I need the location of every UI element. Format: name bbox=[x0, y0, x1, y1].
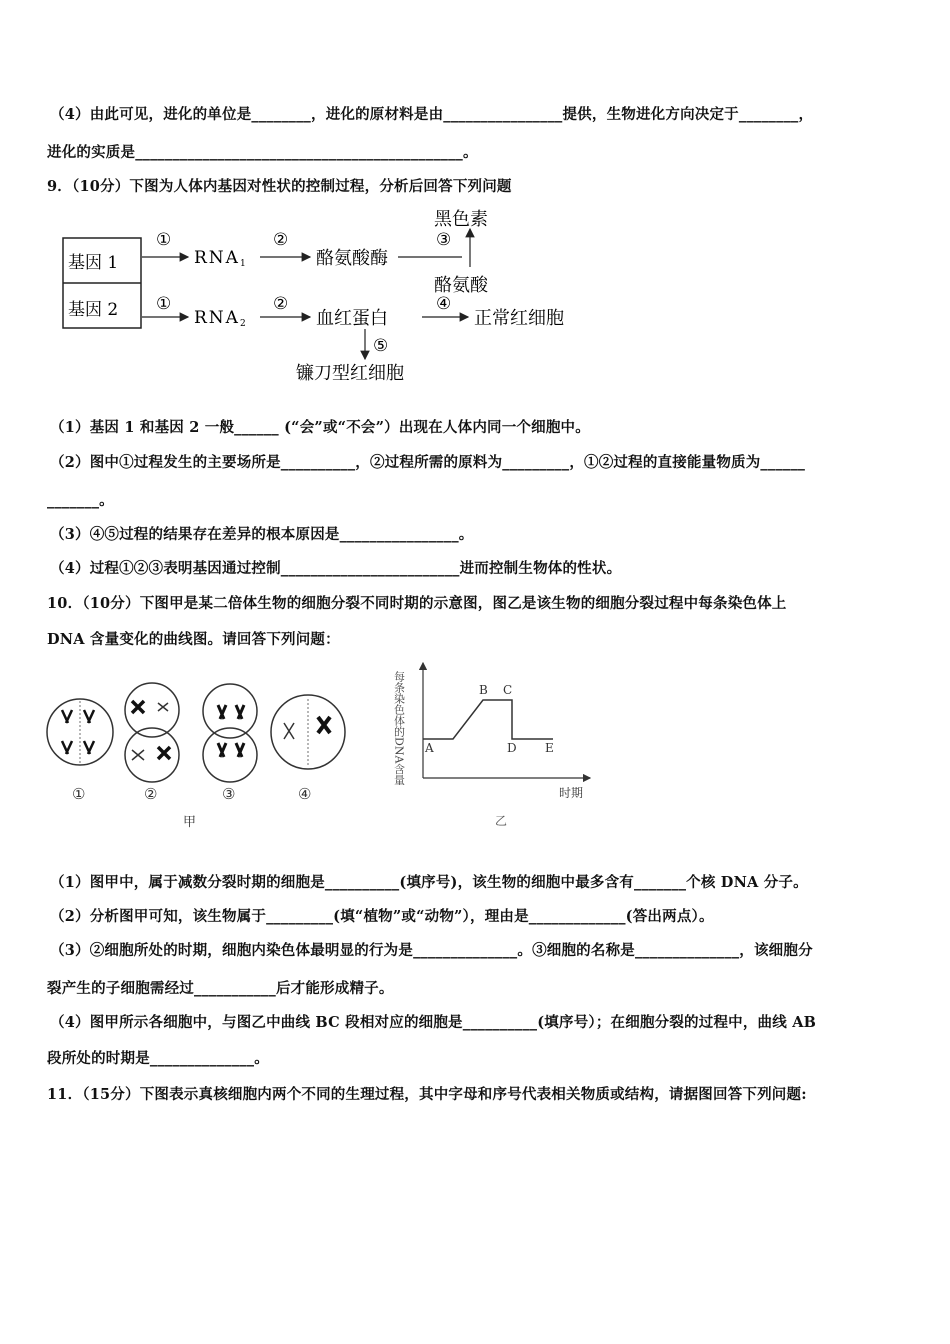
yi-curve bbox=[423, 700, 553, 739]
fig-yi-caption: 乙 bbox=[495, 814, 508, 828]
q9-part2-line2: _______。 bbox=[47, 492, 114, 509]
yi-ylabel: 每条染色体的DNA含量 bbox=[392, 671, 406, 786]
q9-header: 9．（10分）下图为人体内基因对性状的控制过程，分析后回答下列问题 bbox=[47, 178, 512, 195]
step5-label: ⑤ bbox=[373, 336, 389, 356]
q10-part4-line2: 段所处的时期是______________。 bbox=[47, 1050, 269, 1067]
q10-part1: （1）图甲中，属于减数分裂时期的细胞是__________(填序号)，该生物的细胞中最多含有_______个核 DNA 分子。 bbox=[50, 874, 808, 891]
q9-part3: （3）④⑤过程的结果存在差异的根本原因是________________。 bbox=[50, 526, 474, 543]
gene2-label: 基因 2 bbox=[68, 300, 119, 320]
yi-point-B: B bbox=[479, 683, 488, 697]
q10-part2: （2）分析图甲可知，该生物属于_________(填“植物”或“动物”），理由是_____________(答出两点）。 bbox=[50, 908, 714, 925]
sickle-rbc-label: 镰刀型红细胞 bbox=[296, 363, 404, 384]
melanin-label: 黑色素 bbox=[434, 209, 488, 230]
q10-header-line2: DNA 含量变化的曲线图。请回答下列问题： bbox=[47, 631, 340, 648]
cell-label-4: ④ bbox=[298, 785, 312, 803]
cell-label-3: ③ bbox=[222, 785, 236, 803]
q8-part4-line2: 进化的实质是____________________________________________。 bbox=[47, 144, 478, 161]
q9-part4: （4）过程①②③表明基因通过控制________________________进而控制生物体的性状。 bbox=[50, 560, 622, 577]
cell-2 bbox=[125, 683, 179, 782]
yi-point-A: A bbox=[425, 741, 434, 755]
step1-label-row2: ① bbox=[156, 294, 172, 314]
cell-label-2: ② bbox=[144, 785, 158, 803]
yi-xlabel: 时期 bbox=[559, 786, 584, 800]
rna1-label: RNA1 bbox=[194, 248, 248, 269]
cell-1 bbox=[47, 699, 113, 765]
cell-label-1: ① bbox=[72, 785, 86, 803]
q11-header: 11．（15分）下图表示真核细胞内两个不同的生理过程，其中字母和序号代表相关物质或结构，请据图回答下列问题: bbox=[47, 1086, 807, 1103]
step4-label: ④ bbox=[436, 294, 452, 314]
yi-point-D: D bbox=[507, 741, 517, 755]
enzyme-label: 酪氨酸酶 bbox=[316, 248, 388, 269]
q10-part3-line2: 裂产生的子细胞需经过___________后才能形成精子。 bbox=[47, 980, 394, 997]
fig-jia-caption: 甲 bbox=[183, 815, 197, 830]
rna2-label: RNA2 bbox=[194, 308, 248, 329]
yi-point-C: C bbox=[503, 683, 513, 697]
figure-yi-curve bbox=[392, 655, 600, 830]
gene-control-diagram bbox=[60, 205, 620, 385]
gene1-label: 基因 1 bbox=[68, 253, 119, 273]
cell-3 bbox=[203, 684, 257, 782]
yi-point-E: E bbox=[545, 741, 554, 755]
step2-label-row2: ② bbox=[273, 294, 289, 314]
q10-part4-line1: （4）图甲所示各细胞中，与图乙中曲线 BC 段相对应的细胞是__________(填序号）；在细胞分裂的过程中，曲线 AB bbox=[50, 1014, 817, 1031]
tyrosine-label: 酪氨酸 bbox=[434, 275, 488, 296]
normal-rbc-label: 正常红细胞 bbox=[474, 308, 564, 329]
q9-part1: （1）基因 1 和基因 2 一般______ (“会”或“不会”）出现在人体内同一个细胞中。 bbox=[50, 419, 590, 436]
q9-part2-line1: （2）图中①过程发生的主要场所是__________，②过程所需的原料为_________，①②过程的直接能量物质为______ bbox=[50, 454, 806, 471]
step3-label: ③ bbox=[436, 230, 452, 250]
hemoglobin-label: 血红蛋白 bbox=[316, 308, 388, 329]
step2-label-row1: ② bbox=[273, 230, 289, 250]
q10-part3-line1: （3）②细胞所处的时期，细胞内染色体最明显的行为是______________。③细胞的名称是______________，该细胞分 bbox=[50, 942, 813, 959]
q10-header-line1: 10．（10分）下图甲是某二倍体生物的细胞分裂不同时期的示意图，图乙是该生物的细胞分裂过程中每条染色体上 bbox=[47, 595, 787, 612]
cell-4 bbox=[271, 695, 345, 769]
step1-label-row1: ① bbox=[156, 230, 172, 250]
q8-part4-line1: （4）由此可见，进化的单位是________，进化的原材料是由________________提供，生物进化方向决定于________， bbox=[50, 106, 814, 123]
figure-jia-cells bbox=[40, 675, 360, 835]
